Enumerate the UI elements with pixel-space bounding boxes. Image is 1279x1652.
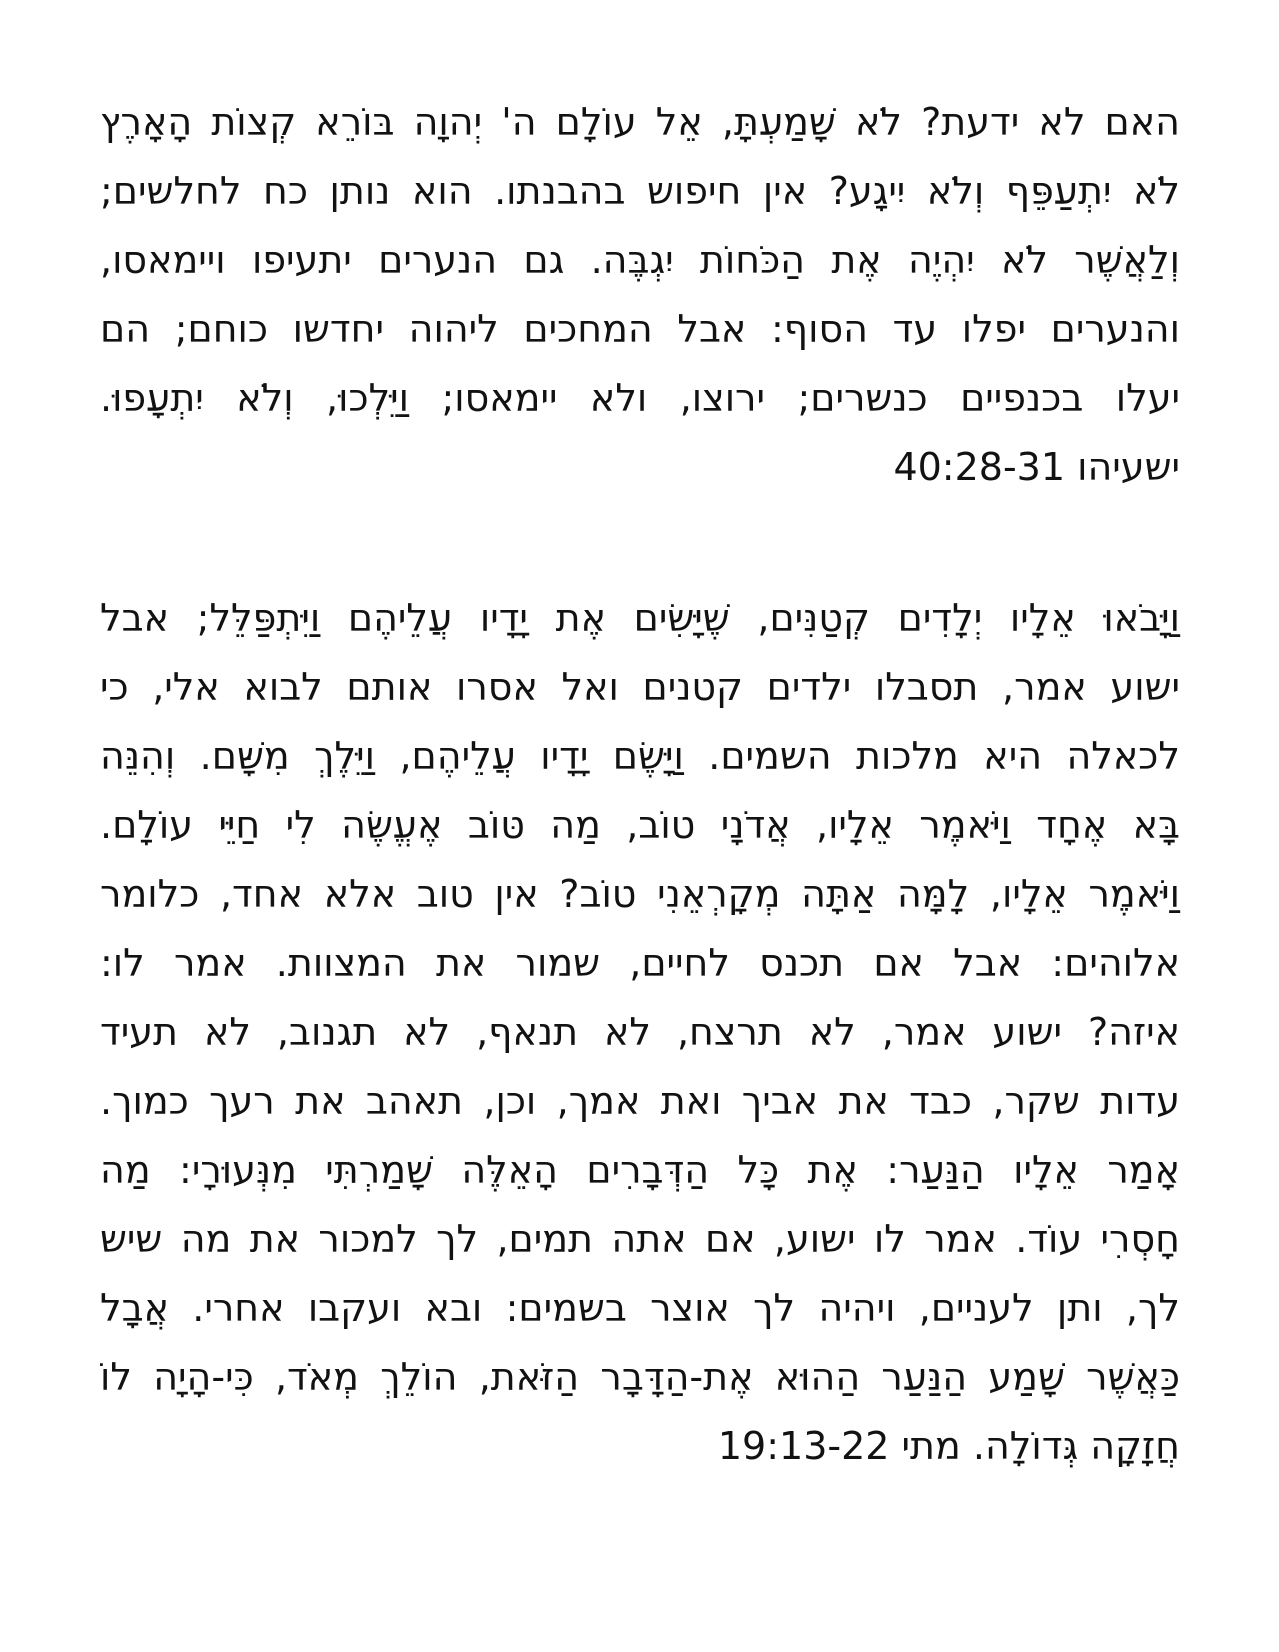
text-line: לֹא יִתְעַפֵּף וְלֹא יִיגָע? אין חיפוש בהבנתו. הוא נותן כח לחלשים; [100, 169, 1180, 213]
text-line: עדות שקר, כבד את אביך ואת אמך, וכן, תאהב את רעך כמוך. [100, 1079, 1180, 1123]
text-line: חָסְרִי עוֹד. אמר לו ישוע, אם אתה תמים, לך למכור את מה שיש [100, 1217, 1180, 1261]
text-line: האם לא ידעת? לֹא שָׁמַעְתָּ, אֵל עוֹלָם ה' יְהוָה בּוֹרֵא קְצוֹת הָאָרֶץ [100, 100, 1180, 144]
passage-isaiah [100, 88, 1180, 502]
verse-reference-line: חֲזָקָה גְּדוֹלָה. מתי 19:13-22 [717, 1424, 1180, 1468]
text-line: אָמַר אֵלָיו הַנַּעַר: אֶת כָּל הַדְּבָרִים הָאֵלֶּה שָׁמַרְתִּי מִנְּעוּרָי: מַה [100, 1148, 1180, 1192]
text-line: וַיָּבֹאוּ אֵלָיו יְלָדִים קְטַנִּים, שֶׁיָּשִׂים אֶת יָדָיו עֲלֵיהֶם וַיִּתְפַּלֵּל; אבל [100, 596, 1180, 640]
text-line: והנערים יפלו עד הסוף: אבל המחכים ליהוה יחדשו כוחם; הם [100, 307, 1180, 351]
text-line: ישוע אמר, תסבלו ילדים קטנים ואל אסרו אותם לבוא אלי, כי [100, 665, 1180, 709]
paragraph-gap [100, 502, 1180, 584]
text-line: בָּא אֶחָד וַיֹּאמֶר אֵלָיו, אֲדֹנָי טוֹב, מַה טּוֹב אֶעֱשֶׂה לִי חַיֵּי עוֹלָם. [100, 803, 1180, 847]
text-line: אלוהים: אבל אם תכנס לחיים, שמור את המצוות. אמר לו: [100, 941, 1180, 985]
text-line: לכאלה היא מלכות השמים. וַיָּשֶׂם יָדָיו עֲלֵיהֶם, וַיֵּלֶךְ מִשָּׁם. וְהִנֵּה [100, 734, 1180, 778]
text-line: וַיֹּאמֶר אֵלָיו, לָמָּה אַתָּה מְקָרְאֵנִי טוֹב? אין טוב אלא אחד, כלומר [100, 872, 1180, 916]
document-body [100, 88, 1180, 1481]
text-line: לך, ותן לעניים, ויהיה לך אוצר בשמים: ובא ועקבו אחרי. אֲבָל [100, 1286, 1180, 1330]
text-line: כַּאֲשֶׁר שָׁמַע הַנַּעַר הַהוּא אֶת-הַדָּבָר הַזֹּאת, הוֹלֵךְ מְאֹד, כִּי-הָיָה לוֹ [100, 1355, 1180, 1399]
passage-matthew [100, 584, 1180, 1481]
verse-reference: ישעיהו 40:28-31 [893, 445, 1180, 489]
text-line: יעלו בכנפיים כנשרים; ירוצו, ולא יימאסו; וַיֵּלְכוּ, וְלֹא יִתְעָפוּ. [100, 376, 1180, 420]
text-line: וְלַאֲשֶׁר לֹא יִהְיֶה אֶת הַכֹּחוֹת יִגְבֶּה. גם הנערים יתעיפו ויימאסו, [100, 238, 1180, 282]
text-line: איזה? ישוע אמר, לא תרצח, לא תנאף, לא תגנוב, לא תעיד [100, 1010, 1180, 1054]
